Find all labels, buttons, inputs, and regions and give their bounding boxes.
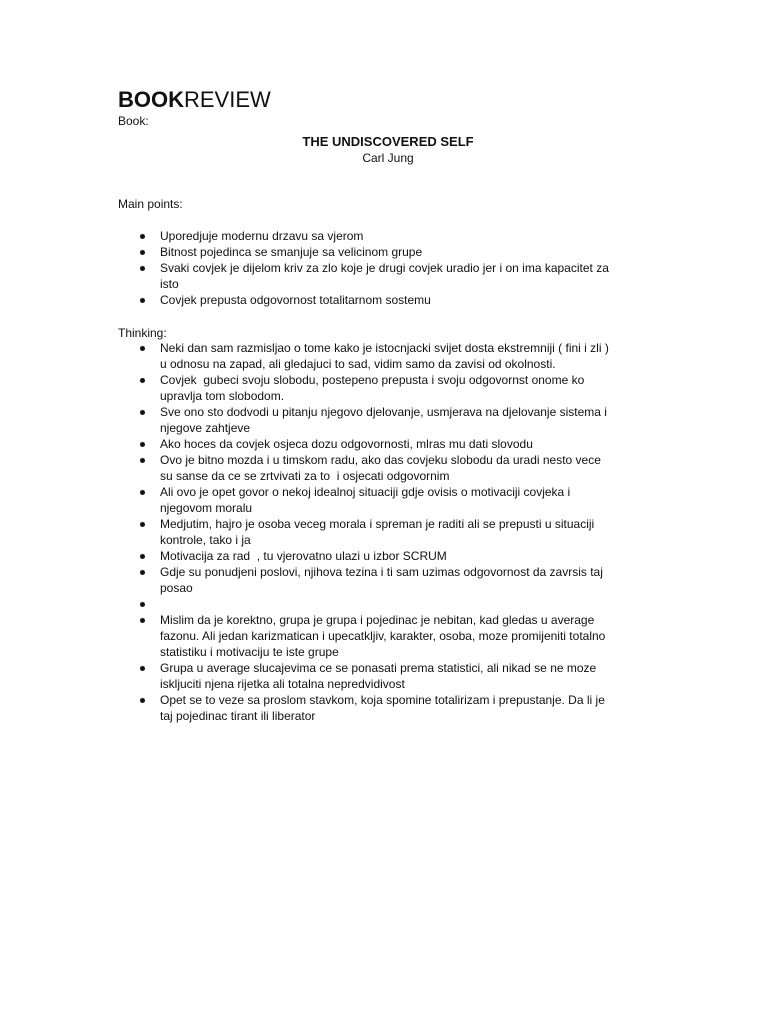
bullet-icon — [140, 442, 145, 447]
list-item — [118, 548, 658, 564]
bullet-icon — [140, 554, 145, 559]
bullet-icon — [140, 298, 145, 303]
thinking-label: Thinking: — [118, 326, 167, 340]
main-points-label: Main points: — [118, 197, 183, 211]
list-item — [118, 340, 658, 372]
bullet-icon — [140, 458, 145, 463]
bullet-icon — [140, 266, 145, 271]
list-item — [118, 484, 658, 516]
list-item — [118, 692, 658, 724]
bullet-icon — [140, 410, 145, 415]
list-item-text: Motivacija za rad , tu vjerovatno ulazi u izbor SCRUM — [160, 549, 447, 563]
bullet-icon — [140, 490, 145, 495]
bullet-icon — [140, 378, 145, 383]
list-item-text: Ali ovo je opet govor o nekoj idealnoj situaciji gdje ovisis o motivaciji covjeka i njegovom moralu — [160, 485, 571, 515]
list-item-text: Svaki covjek je dijelom kriv za zlo koje je drugi covjek uradio jer i on ima kapacitet za isto — [160, 261, 609, 291]
list-item — [118, 564, 658, 596]
bullet-icon — [140, 602, 145, 607]
list-item-text: Bitnost pojedinca se smanjuje sa velicinom grupe — [160, 245, 423, 259]
bullet-icon — [140, 522, 145, 527]
book-title: THE UNDISCOVERED SELF — [302, 134, 474, 149]
list-item-text: Uporedjuje modernu drzavu sa vjerom — [160, 229, 364, 243]
list-item — [118, 516, 658, 548]
list-item — [118, 660, 658, 692]
list-item — [118, 452, 658, 484]
list-item-text: Covjek gubeci svoju slobodu, postepeno prepusta i svoju odgovornst onome ko upravlja tom slobodom. — [160, 373, 585, 403]
list-item-text: Ovo je bitno mozda i u timskom radu, ako das covjeku slobodu da uradi nesto vece su sanse da ce se zrtvivati za to i osjecati odgovornim — [160, 453, 601, 483]
list-item-text: Mislim da je korektno, grupa je grupa i pojedinac je nebitan, kad gledas u average fazonu. Ali jedan karizmatican i upecatkljiv, karakter, osoba, moze promijeniti totalno statistiku i motivaciju te iste grupe — [160, 613, 606, 659]
list-item — [118, 228, 658, 244]
bullet-icon — [140, 618, 145, 623]
list-item — [118, 404, 658, 436]
list-item — [118, 292, 658, 308]
book-label: Book: — [118, 114, 149, 128]
bullet-icon — [140, 346, 145, 351]
bullet-icon — [140, 234, 145, 239]
list-item-text: Gdje su ponudjeni poslovi, njihova tezina i ti sam uzimas odgovornost da zavrsis taj posao — [160, 565, 603, 595]
thinking-list — [118, 340, 658, 724]
title-normal-part: REVIEW — [184, 87, 271, 112]
list-item-text: Sve ono sto dodvodi u pitanju njegovo djelovanje, usmjerava na djelovanje sistema i njegove zahtjeve — [160, 405, 607, 435]
main-points-list — [118, 228, 658, 308]
list-item-empty — [118, 596, 658, 612]
list-item — [118, 244, 658, 260]
bullet-icon — [140, 250, 145, 255]
list-item-text: Ako hoces da covjek osjeca dozu odgovornosti, mlras mu dati slovodu — [160, 437, 533, 451]
list-item-text: Grupa u average slucajevima ce se ponasati prema statistici, ali nikad se ne moze iskljuciti njena rijetka ali totalna nepredvidivost — [160, 661, 597, 691]
list-item-text: Medjutim, hajro je osoba veceg morala i spreman je raditi ali se prepusti u situaciji kontrole, tako i ja — [160, 517, 595, 547]
book-author: Carl Jung — [362, 151, 414, 165]
bullet-icon — [140, 666, 145, 671]
document-title — [118, 86, 658, 114]
list-item-text: Covjek prepusta odgovornost totalitarnom sostemu — [160, 293, 431, 307]
list-item — [118, 612, 658, 660]
bullet-icon — [140, 570, 145, 575]
list-item — [118, 260, 658, 292]
list-item-text: Opet se to veze sa proslom stavkom, koja spomine totalirizam i prepustanje. Da li je taj pojedinac tirant ili liberator — [160, 693, 605, 723]
title-bold-part: BOOK — [118, 87, 184, 112]
document-page — [118, 86, 658, 724]
bullet-icon — [140, 698, 145, 703]
list-item-text: Neki dan sam razmisljao o tome kako je istocnjacki svijet dosta ekstremniji ( fini i zli ) u odnosu na zapad, ali gledajuci to sad, vidim samo da zavisi od okolnosti. — [160, 341, 609, 371]
list-item — [118, 436, 658, 452]
list-item — [118, 372, 658, 404]
